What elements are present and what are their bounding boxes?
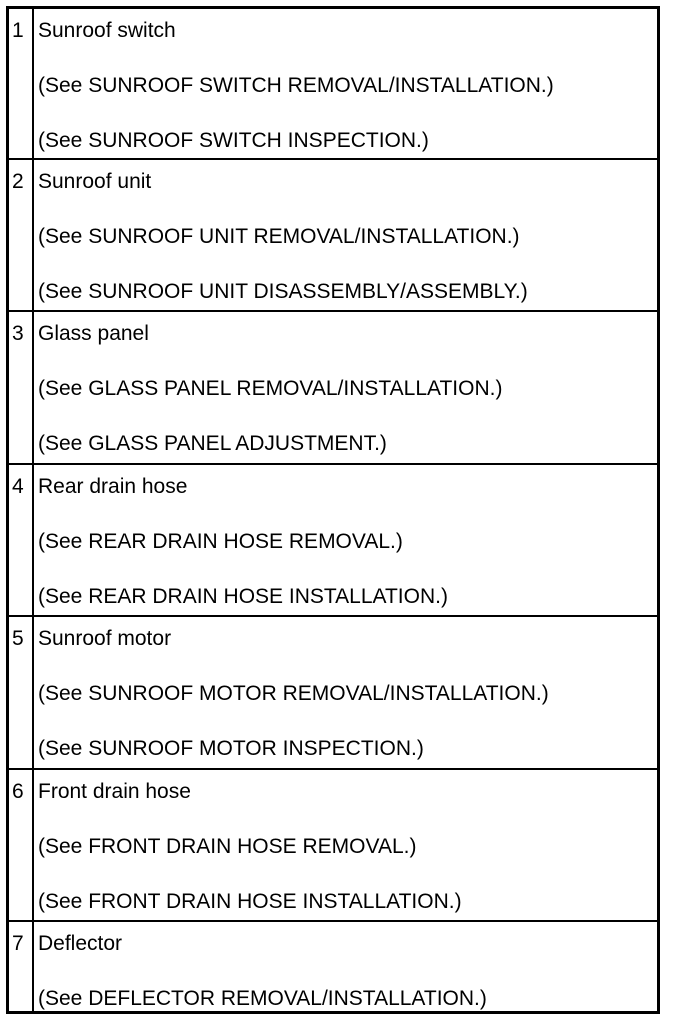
table-row: [9, 9, 657, 158]
table-row: [9, 465, 657, 615]
item-number: 5: [12, 627, 24, 650]
item-name: Sunroof unit: [38, 170, 152, 193]
item-reference: (See SUNROOF UNIT REMOVAL/INSTALLATION.): [38, 225, 520, 248]
item-number: 1: [12, 19, 24, 42]
item-reference: (See SUNROOF MOTOR INSPECTION.): [38, 737, 424, 760]
item-number: 6: [12, 780, 24, 803]
item-reference: (See DEFLECTOR REMOVAL/INSTALLATION.): [38, 987, 487, 1010]
table-row: [9, 617, 657, 768]
item-name: Deflector: [38, 932, 123, 955]
table-row: [9, 922, 657, 1011]
item-reference: (See SUNROOF SWITCH INSPECTION.): [38, 129, 429, 152]
component-table: [6, 6, 660, 1014]
item-name: Front drain hose: [38, 780, 191, 803]
item-number: 2: [12, 170, 24, 193]
item-number: 4: [12, 475, 24, 498]
item-reference: (See REAR DRAIN HOSE REMOVAL.): [38, 530, 403, 553]
item-name: Sunroof switch: [38, 19, 176, 42]
item-reference: (See SUNROOF UNIT DISASSEMBLY/ASSEMBLY.): [38, 280, 528, 303]
item-number: 3: [12, 322, 24, 345]
table-row: [9, 312, 657, 463]
item-name: Sunroof motor: [38, 627, 172, 650]
item-name: Glass panel: [38, 322, 149, 345]
item-reference: (See GLASS PANEL REMOVAL/INSTALLATION.): [38, 377, 503, 400]
table-row: [9, 160, 657, 310]
item-reference: (See FRONT DRAIN HOSE REMOVAL.): [38, 835, 417, 858]
table-row: [9, 770, 657, 920]
item-reference: (See FRONT DRAIN HOSE INSTALLATION.): [38, 890, 462, 913]
item-reference: (See GLASS PANEL ADJUSTMENT.): [38, 432, 387, 455]
item-reference: (See SUNROOF MOTOR REMOVAL/INSTALLATION.): [38, 682, 549, 705]
item-reference: (See REAR DRAIN HOSE INSTALLATION.): [38, 585, 448, 608]
item-reference: (See SUNROOF SWITCH REMOVAL/INSTALLATION.): [38, 74, 554, 97]
item-name: Rear drain hose: [38, 475, 188, 498]
item-number: 7: [12, 932, 24, 955]
